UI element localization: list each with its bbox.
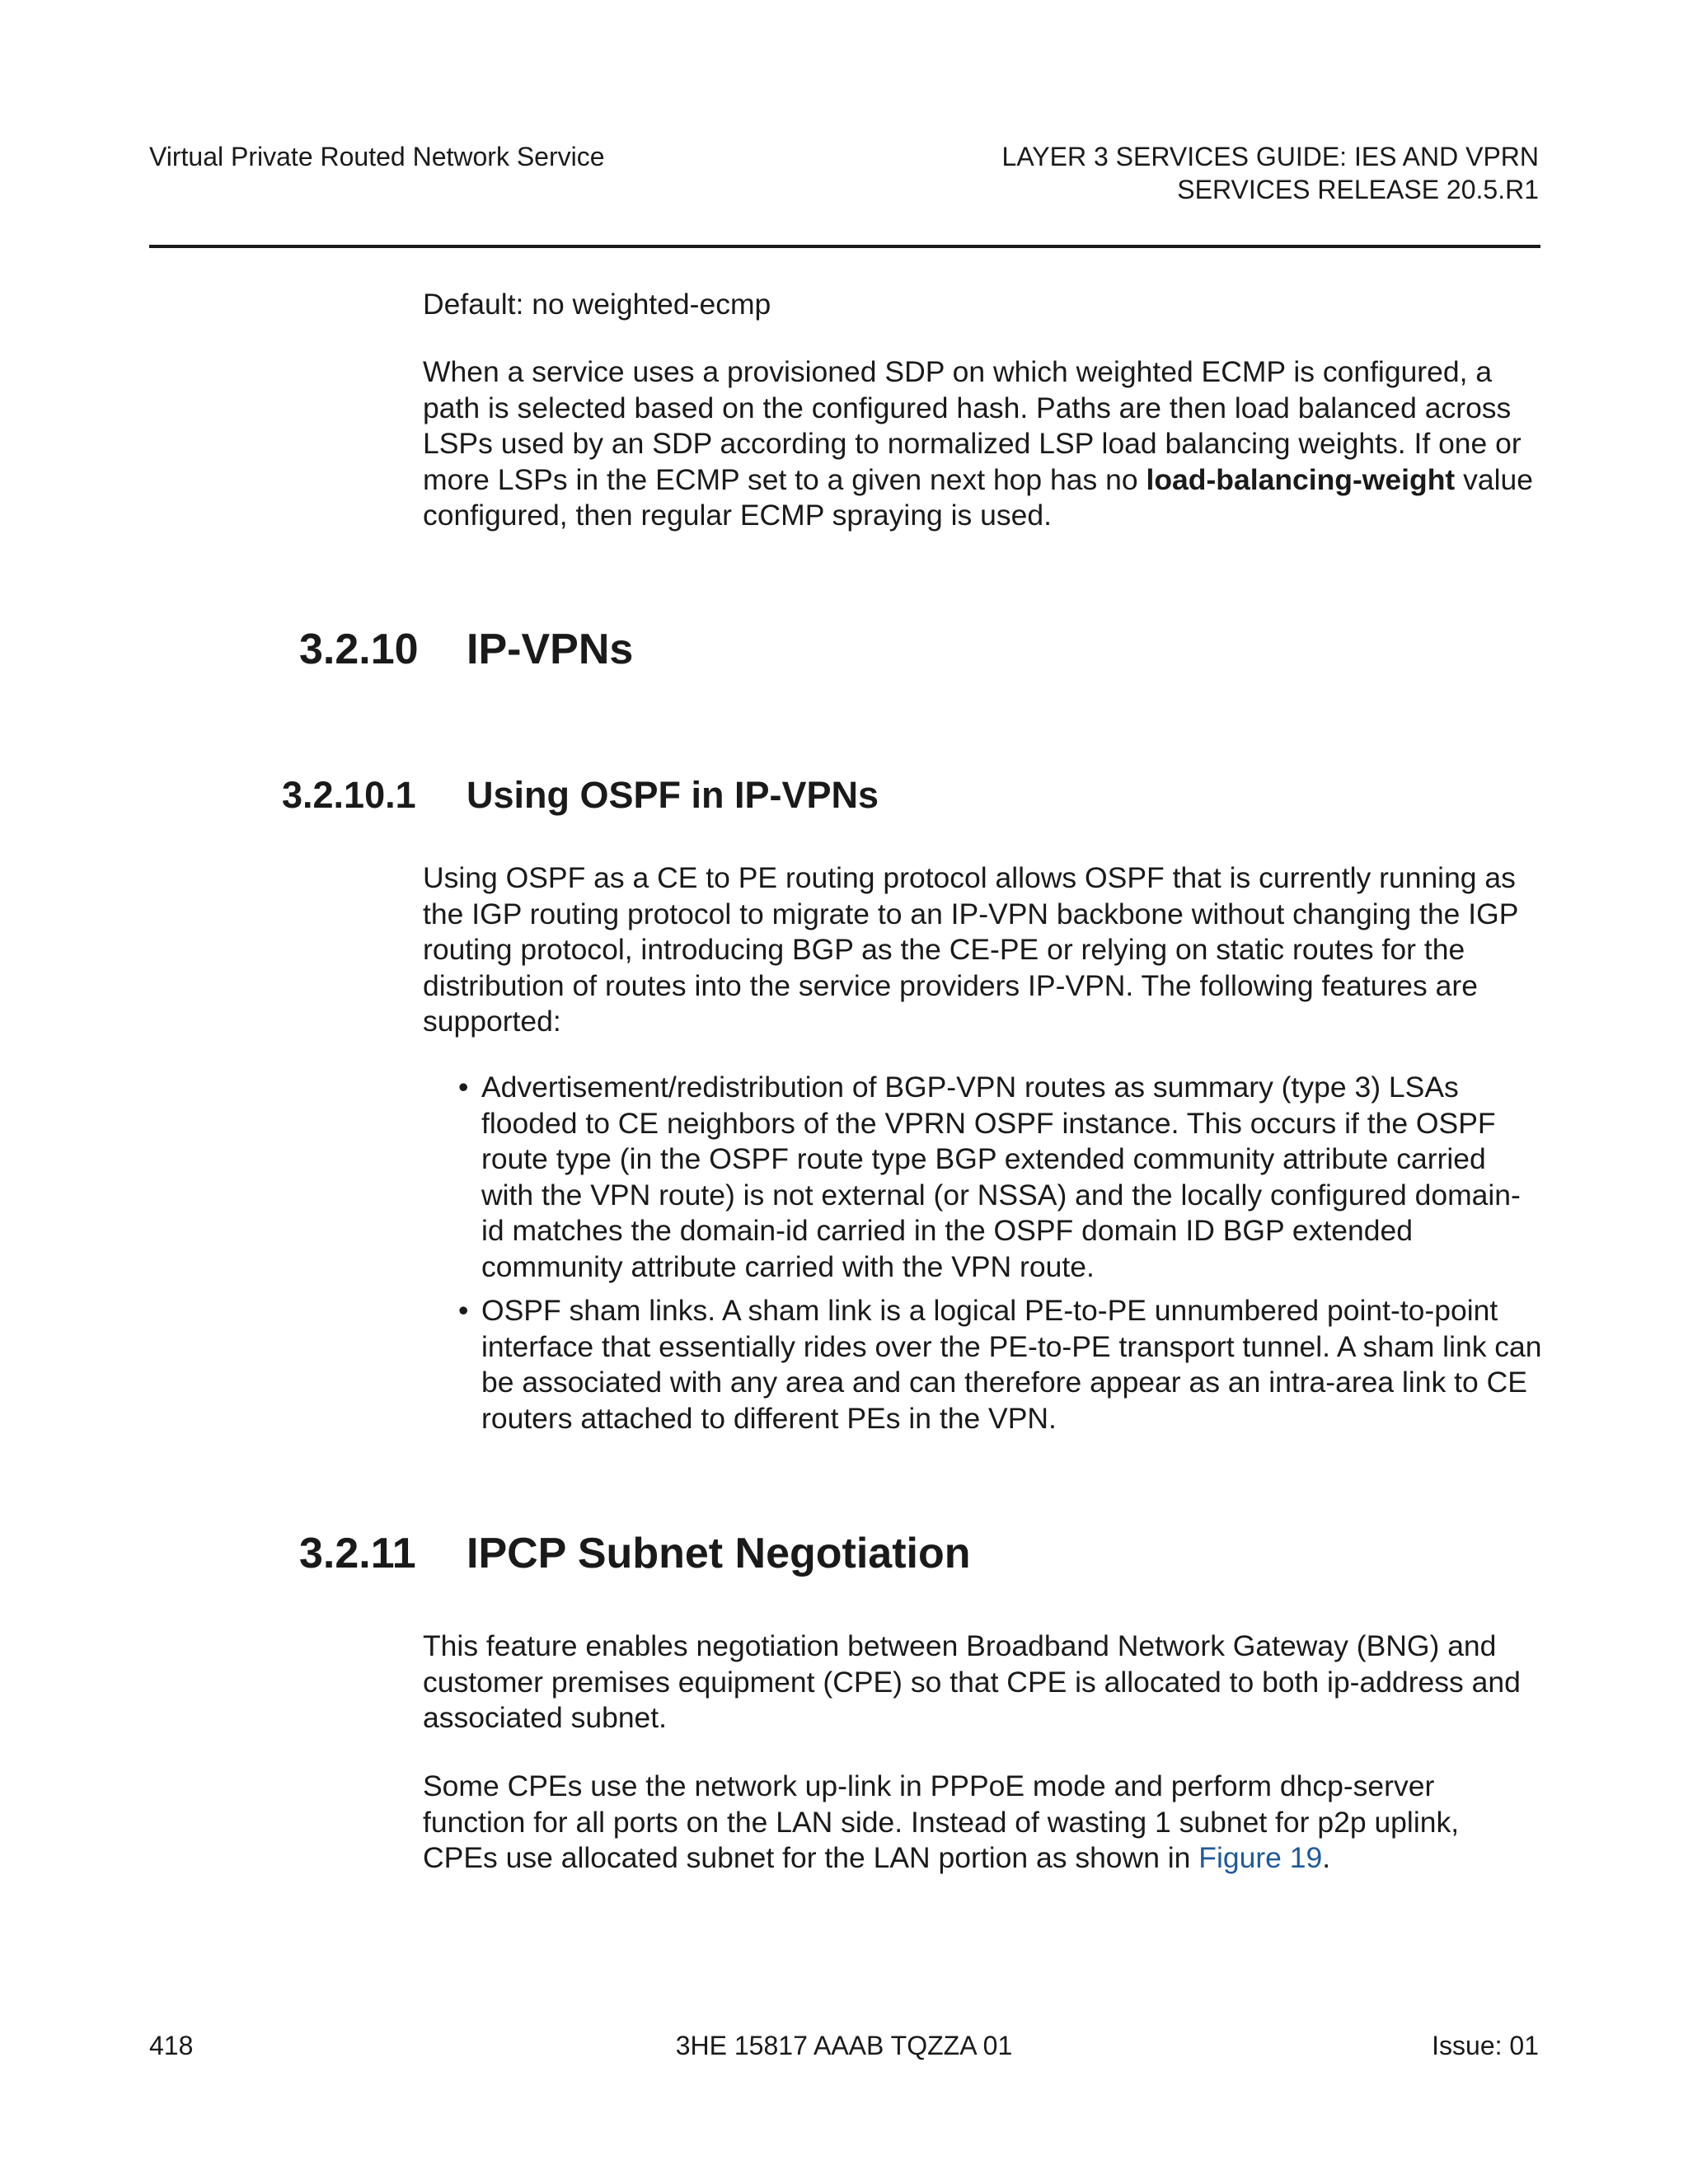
document-id: 3HE 15817 AAAB TQZZA 01 <box>675 2031 1013 2060</box>
subsection-title: Using OSPF in IP-VPNs <box>467 774 879 816</box>
default-line: Default: no weighted-ecmp <box>423 288 771 321</box>
running-header-right <box>1002 140 1539 206</box>
bullet-icon: • <box>458 1294 469 1327</box>
section-heading-ipcp <box>299 1529 971 1578</box>
list-item-text: OSPF sham links. A sham link is a logical PE-to-PE unnumbered point-to-point interface that essentially rides over the PE-to-PE transport tunnel. A sham link can be associated with any area and can therefore appear as an intra-area link to CE routers attached to different PEs in the VPN. <box>481 1294 1542 1435</box>
bullet-icon: • <box>458 1071 469 1104</box>
section-number: 3.2.10 <box>299 626 419 673</box>
running-header-right-line2: SERVICES RELEASE 20.5.R1 <box>1177 175 1539 204</box>
list-item <box>458 1293 1543 1436</box>
list-item <box>458 1070 1543 1285</box>
section-title: IPCP Subnet Negotiation <box>467 1530 971 1577</box>
ipcp-paragraph-2-text: Some CPEs use the network up-link in PPPoE mode and perform dhcp-server function for all ports on the LAN side. Instead of wasting 1 subnet for p2p uplink, CPEs use allocated subnet for the LAN portion as shown in <box>423 1769 1460 1874</box>
ospf-feature-list <box>458 1070 1543 1445</box>
issue-number: Issue: 01 <box>1432 2031 1539 2060</box>
weighted-ecmp-text-start: When a service uses a provisioned SDP on which weighted ECMP is configured, a path is selected based on the configured hash. Paths are then load balanced across LSPs used by an SDP according to normalized LSP load balancing weights. If one or more LSPs in the ECMP set to a given next hop has no <box>423 355 1522 496</box>
weighted-ecmp-paragraph <box>423 354 1540 534</box>
ipcp-paragraph-2-end: . <box>1322 1841 1331 1874</box>
section-number: 3.2.11 <box>299 1530 416 1577</box>
section-heading-ip-vpns <box>299 625 634 674</box>
ipcp-paragraph-2 <box>423 1769 1540 1877</box>
load-balancing-weight-keyword: load-balancing-weight <box>1146 462 1456 496</box>
subsection-heading-ospf <box>282 773 879 818</box>
header-divider <box>149 245 1540 248</box>
list-item-text: Advertisement/redistribution of BGP-VPN routes as summary (type 3) LSAs flooded to CE neighbors of the VPRN OSPF instance. This occurs if the OSPF route type (in the OSPF route type BGP extended community attribute carried with the VPN route) is not external (or NSSA) and the locally configured domain-id matches the domain-id carried in the OSPF domain ID BGP extended community attribute carried with the VPN route. <box>481 1071 1521 1283</box>
running-header-right-line1: LAYER 3 SERVICES GUIDE: IES AND VPRN <box>1001 142 1539 171</box>
page-number: 418 <box>149 2031 194 2060</box>
running-header-left: Virtual Private Routed Network Service <box>149 142 605 171</box>
subsection-number: 3.2.10.1 <box>282 774 416 816</box>
section-title: IP-VPNs <box>467 626 634 673</box>
weighted-ecmp-text-end: value configured, then regular ECMP spraying is used. <box>423 462 1533 532</box>
figure-19-link[interactable]: Figure 19 <box>1198 1841 1323 1874</box>
ospf-paragraph: Using OSPF as a CE to PE routing protocol allows OSPF that is currently running as the IGP routing protocol to migrate to an IP-VPN backbone without changing the IGP routing protocol, introducing BGP as the CE-PE or relying on static routes for the distribution of routes into the service providers IP-VPN. The following features are supported: <box>423 861 1518 1038</box>
ipcp-paragraph-1: This feature enables negotiation between Broadband Network Gateway (BNG) and customer premises equipment (CPE) so that CPE is allocated to both ip-address and associated subnet. <box>423 1629 1521 1734</box>
